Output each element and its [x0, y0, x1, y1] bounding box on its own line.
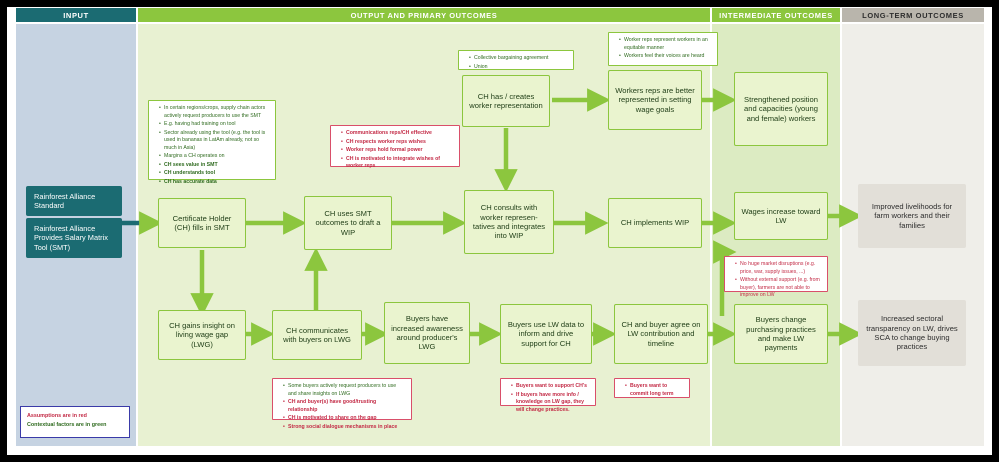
input-box-rainforest-standard[interactable]: Rainforest Alliance Standard — [26, 186, 122, 216]
note-item: • Collective bargaining agreement — [470, 55, 568, 63]
box-buyers-use-lw-data[interactable]: Buyers use LW data to inform and drive support for CH — [500, 304, 592, 364]
note-list — [336, 130, 454, 171]
note-list — [154, 105, 270, 186]
box-wages-increase-toward-lw[interactable]: Wages increase toward LW — [734, 192, 828, 240]
note-item: • CH sees value in SMT — [160, 162, 270, 170]
note-worker-reps-assumptions — [330, 125, 460, 170]
note-buyer-relationship-assumptions — [272, 378, 412, 430]
note-list — [278, 383, 406, 431]
note-item: • No huge market disruptions (e.g. price, war, supply issues, ...) — [736, 261, 822, 276]
note-item: • E.g. having had training on tool — [160, 121, 270, 129]
box-ch-communicates-buyers-lwg[interactable]: CH communicates with buyers on LWG — [272, 310, 362, 360]
note-buyers-support-assumptions — [500, 378, 596, 413]
box-improved-livelihoods[interactable]: Improved livelihoods for farm workers and their families — [858, 184, 966, 248]
note-list — [614, 37, 712, 61]
note-item: • Margins a CH operates on — [160, 153, 270, 161]
note-item: • Union — [470, 64, 568, 72]
band-header-output: OUTPUT AND PRIMARY OUTCOMES — [138, 8, 710, 22]
band-header-intermediate: INTERMEDIATE OUTCOMES — [712, 8, 840, 22]
note-item: • Sector already using the tool (e.g. the tool is used in bananas in LatAm already, not so much in Asia) — [160, 130, 270, 153]
note-item: • CH understands tool — [160, 170, 270, 178]
note-item: • If buyers have more info / knowledge on LW gap, they will change practices. — [512, 392, 590, 415]
note-list — [464, 55, 568, 71]
note-worker-reps-equitable — [608, 32, 718, 66]
note-item: • Worker reps represent workers in an equitable manner — [620, 37, 712, 52]
box-ch-uses-smt-outcomes[interactable]: CH uses SMT outcomes to draft a WIP — [304, 196, 392, 250]
note-item: • CH and buyer(s) have good/trusting relationship — [284, 399, 406, 414]
note-item: • CH is motivated to integrate wishes of worker reps — [342, 156, 454, 171]
note-smt-context-factors — [148, 100, 276, 185]
note-item: • Strong social dialogue mechanisms in place — [284, 424, 406, 432]
legend-contextual-factors: Contextual factors are in green — [27, 422, 107, 429]
note-market-disruption-assumptions — [724, 256, 828, 299]
note-list — [620, 383, 684, 398]
note-item: • CH is motivated to share on the gap — [284, 415, 406, 423]
note-item: • Some buyers actively request producers to use and share insights on LWG — [284, 383, 406, 398]
box-buyers-increased-awareness[interactable]: Buyers have increased awareness around producer's LWG — [384, 302, 470, 364]
note-list — [506, 383, 590, 414]
box-worker-reps-better-represented[interactable]: Workers reps are better represented in setting wage goals — [608, 70, 702, 130]
box-ch-buyer-agree-lw-contribution[interactable]: CH and buyer agree on LW contribution and timeline — [614, 304, 708, 364]
legend-assumptions: Assumptions are in red — [27, 413, 87, 419]
note-item: • Without external support (e.g. from buyer), farmers are not able to improve on LW — [736, 277, 822, 300]
note-item: • Workers feel their voices are heard — [620, 53, 712, 61]
box-buyers-change-purchasing-practices[interactable]: Buyers change purchasing practices and make LW payments — [734, 304, 828, 364]
box-strengthened-position-capacities[interactable]: Strengthened position and capacities (young and female) workers — [734, 72, 828, 146]
box-ch-creates-worker-representation[interactable]: CH has / creates worker representation — [462, 75, 550, 127]
band-header-input: INPUT — [16, 8, 136, 22]
input-box-salary-matrix-tool[interactable]: Rainforest Alliance Provides Salary Matrix Tool (SMT) — [26, 218, 122, 258]
legend — [20, 406, 130, 438]
box-increased-sectoral-transparency[interactable]: Increased sectoral transparency on LW, drives SCA to change buying practices — [858, 300, 966, 366]
note-list — [730, 261, 822, 300]
band-header-longterm: LONG-TERM OUTCOMES — [842, 8, 984, 22]
box-ch-gains-insight-lwg[interactable]: CH gains insight on living wage gap (LWG) — [158, 310, 246, 360]
note-item: • Buyers want to support CH's — [512, 383, 590, 391]
note-long-term-commitment-assumption — [614, 378, 690, 398]
note-item: • Buyers want to commit long term — [626, 383, 684, 398]
note-collective-bargaining — [458, 50, 574, 70]
note-item: • In certain regions/crops, supply chain actors actively request producers to use the SMT — [160, 105, 270, 120]
note-item: • Worker reps hold formal power — [342, 147, 454, 155]
box-ch-implements-wip[interactable]: CH implements WIP — [608, 198, 702, 248]
box-certificate-holder-fills-smt[interactable]: Certificate Holder (CH) fills in SMT — [158, 198, 246, 248]
note-item: • CH respects worker reps wishes — [342, 139, 454, 147]
note-item: • Communications reps/CH effective — [342, 130, 454, 138]
box-ch-consults-worker-representatives[interactable]: CH consults with worker represen-tatives and integrates into WIP — [464, 190, 554, 254]
note-item: • CH has accurate data — [160, 179, 270, 187]
